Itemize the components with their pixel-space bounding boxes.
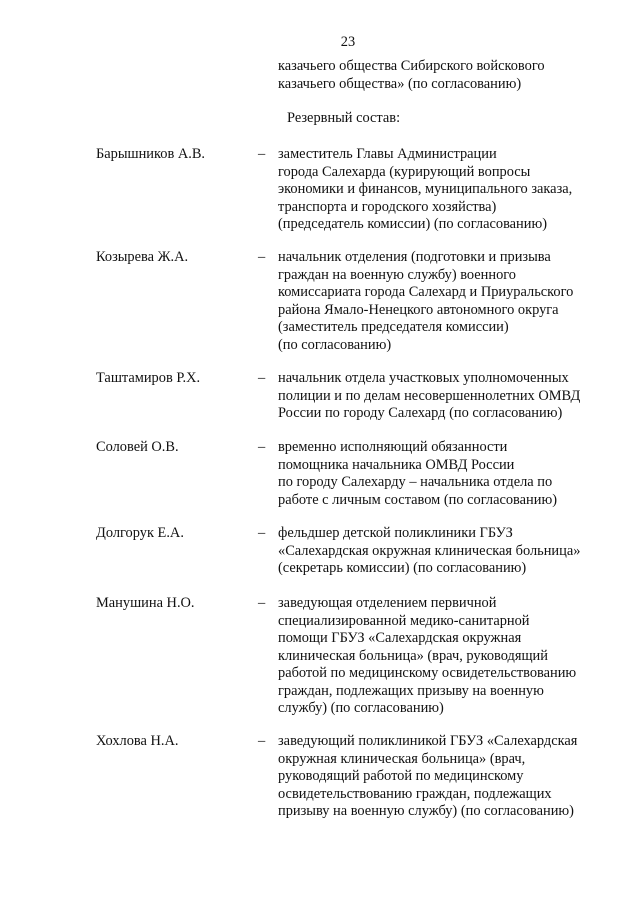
role-line: клиническая больница» (врач, руководящий	[278, 647, 548, 664]
member-name: Хохлова Н.А.	[96, 733, 179, 749]
role-line: по городу Салехарду – начальника отдела по	[278, 474, 553, 490]
role-line: заместитель Главы Администрации	[278, 146, 497, 162]
member-dash: –	[258, 249, 266, 265]
role-line: (председатель комиссии) (по согласованию)	[278, 216, 548, 232]
member-dash: –	[258, 146, 266, 162]
role-line: службу) (по согласованию)	[278, 700, 444, 716]
member-role	[278, 370, 608, 423]
reserve-heading: Резервный состав:	[287, 110, 401, 126]
intro-continuation	[278, 58, 608, 93]
role-line: (секретарь комиссии) (по согласованию)	[278, 560, 527, 576]
role-line: экономики и финансов, муниципального заказа,	[278, 181, 573, 197]
role-line: «Салехардская окружная клиническая больница»	[278, 542, 581, 559]
member-name: Соловей О.В.	[96, 439, 179, 455]
member-dash: –	[258, 439, 266, 455]
member-role	[278, 595, 608, 718]
role-line: руководящий работой по медицинскому	[278, 768, 524, 784]
role-line: полиции и по делам несовершеннолетних ОМВД	[278, 387, 581, 404]
role-line: города Салехарда (курирующий вопросы	[278, 163, 531, 180]
role-line: комиссариата города Салехард и Приуральского	[278, 284, 574, 300]
member-role	[278, 146, 608, 234]
role-line: помощника начальника ОМВД России	[278, 456, 515, 473]
member-name: Долгорук Е.А.	[96, 525, 184, 541]
intro-line: казачьего общества Сибирского войскового	[278, 58, 545, 74]
role-line: района Ямало-Ненецкого автономного округа	[278, 301, 559, 318]
member-role	[278, 733, 608, 821]
role-line: транспорта и городского хозяйства)	[278, 198, 497, 215]
role-line: специализированной медико-санитарной	[278, 612, 530, 629]
role-line: (заместитель председателя комиссии)	[278, 319, 509, 335]
role-line: призыву на военную службу) (по согласованию)	[278, 803, 574, 819]
member-role	[278, 439, 608, 509]
role-line: помощи ГБУЗ «Салехардская окружная	[278, 630, 522, 646]
member-role	[278, 525, 608, 578]
member-name: Козырева Ж.А.	[96, 249, 189, 265]
role-line: граждан на военную службу) военного	[278, 266, 516, 283]
member-role	[278, 249, 608, 354]
role-line: начальник отделения (подготовки и призыва	[278, 249, 551, 265]
role-line: (по согласованию)	[278, 336, 392, 353]
role-line: начальник отдела участковых уполномоченных	[278, 370, 569, 386]
member-name: Таштамиров Р.Х.	[96, 370, 201, 386]
member-dash: –	[258, 525, 266, 541]
member-name: Барышников А.В.	[96, 146, 206, 162]
role-line: заведующая отделением первичной	[278, 595, 497, 611]
page-number: 23	[340, 34, 356, 50]
role-line: работой по медицинскому освидетельствованию	[278, 665, 577, 681]
member-dash: –	[258, 733, 266, 749]
member-dash: –	[258, 370, 266, 386]
role-line: граждан, подлежащих призыву на военную	[278, 682, 544, 699]
role-line: работе с личным составом (по согласованию)	[278, 491, 557, 508]
intro-line: казачьего общества» (по согласованию)	[278, 75, 522, 92]
role-line: окружная клиническая больница» (врач,	[278, 750, 526, 767]
role-line: временно исполняющий обязанности	[278, 439, 508, 455]
role-line: фельдшер детской поликлиники ГБУЗ	[278, 525, 513, 541]
member-dash: –	[258, 595, 266, 611]
role-line: освидетельствованию граждан, подлежащих	[278, 785, 552, 802]
member-name: Манушина Н.О.	[96, 595, 195, 611]
role-line: России по городу Салехард (по согласованию)	[278, 405, 563, 421]
role-line: заведующий поликлиникой ГБУЗ «Салехардская	[278, 733, 578, 749]
